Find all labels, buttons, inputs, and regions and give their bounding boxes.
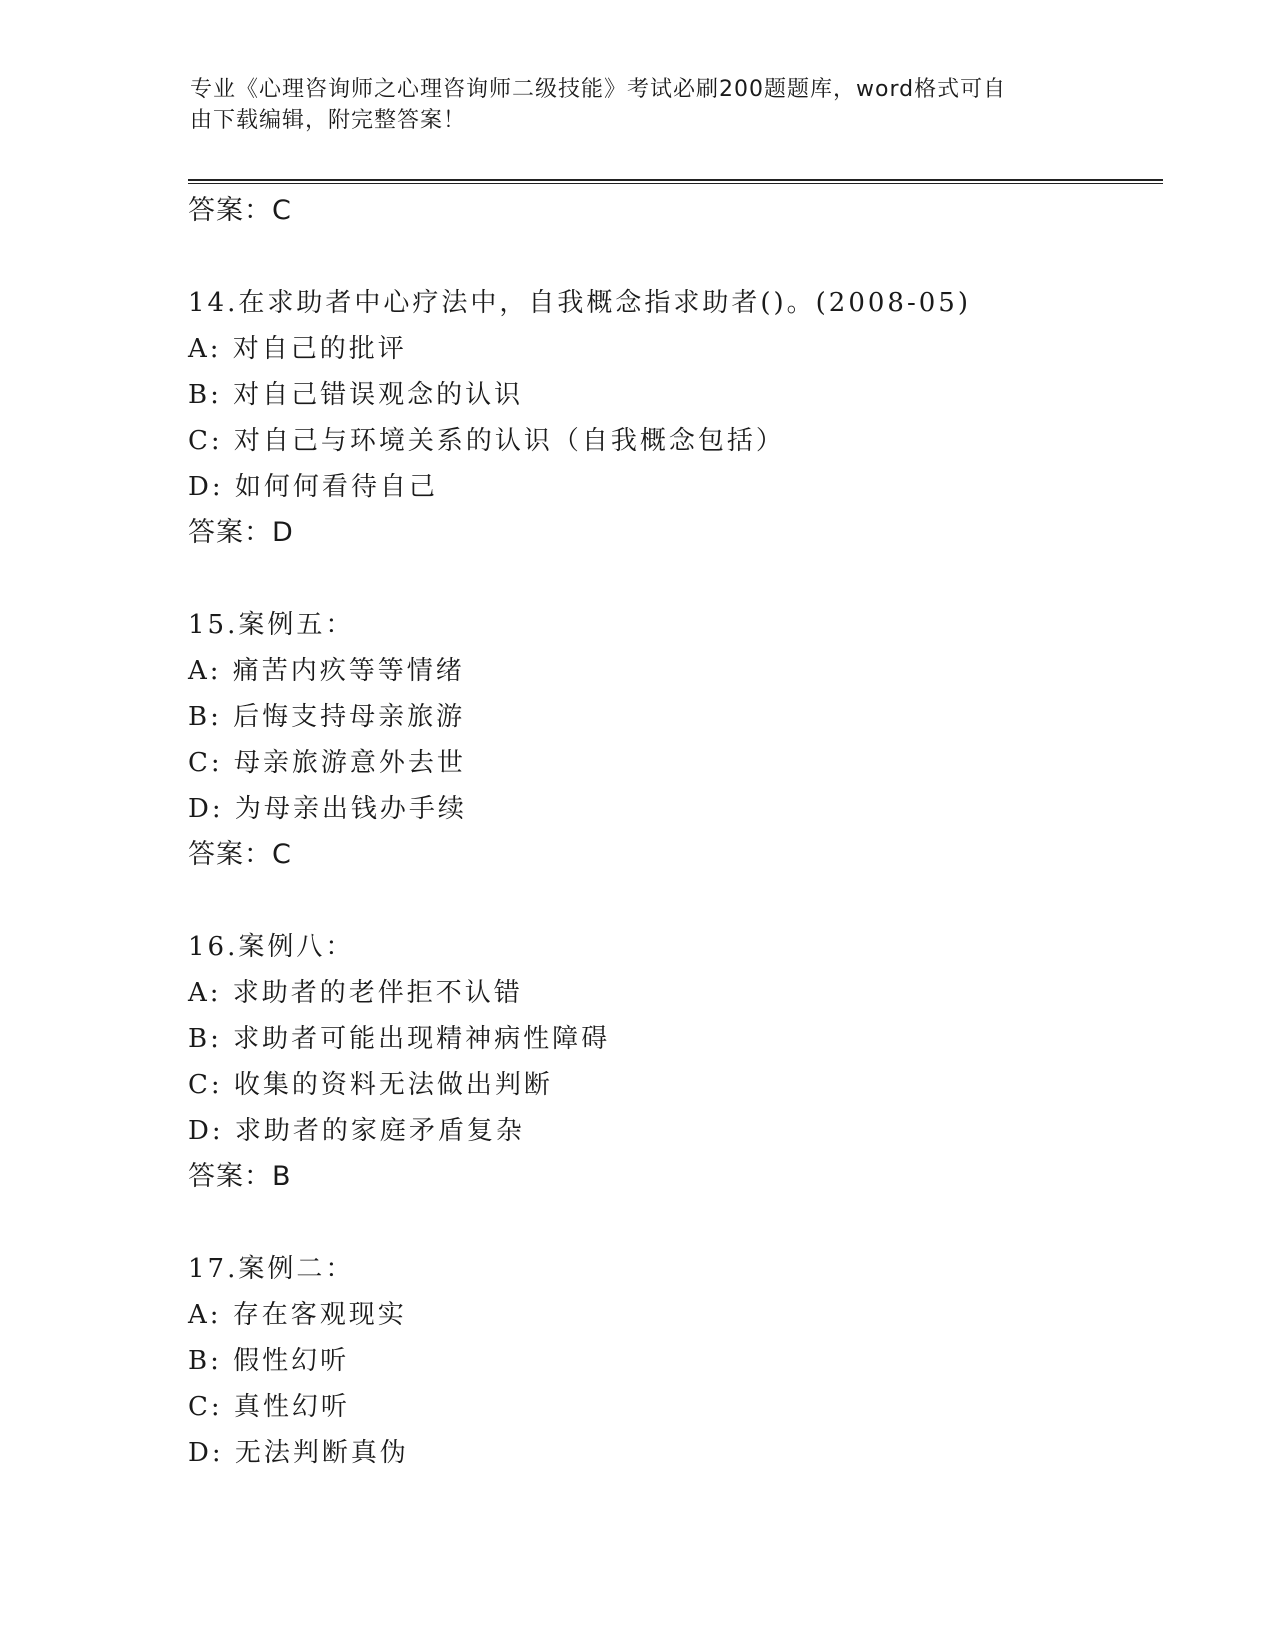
spacer: [188, 1200, 1148, 1246]
option-d: D: 为母亲出钱办手续: [188, 794, 467, 824]
option-b: B: 对自己错误观念的认识: [188, 380, 524, 410]
option-d: D: 求助者的家庭矛盾复杂: [188, 1116, 525, 1146]
answer: 答案：D: [188, 517, 294, 548]
answer: 答案：B: [188, 1161, 292, 1192]
page-header: [190, 74, 1070, 136]
option-c: C: 收集的资料无法做出判断: [188, 1070, 553, 1100]
option-d: D: 无法判断真伪: [188, 1438, 409, 1468]
answer-previous: 答案：C: [188, 195, 292, 226]
option-b: B: 假性幻听: [188, 1346, 350, 1376]
question-15: [188, 602, 1148, 878]
question-title: 15.案例五：: [188, 610, 355, 640]
option-d: D: 如何何看待自己: [188, 472, 438, 502]
option-a: A: 痛苦内疚等等情绪: [188, 656, 465, 686]
header-divider: [188, 179, 1163, 184]
option-a: A: 求助者的老伴拒不认错: [188, 978, 523, 1008]
option-a: A: 对自己的批评: [188, 334, 407, 364]
option-b: B: 求助者可能出现精神病性障碍: [188, 1024, 611, 1054]
question-16: [188, 924, 1148, 1200]
option-c: C: 母亲旅游意外去世: [188, 748, 466, 778]
option-a: A: 存在客观现实: [188, 1300, 407, 1330]
question-list: [188, 188, 1148, 1476]
header-line-1: 专业《心理咨询师之心理咨询师二级技能》考试必刷200题题库，word格式可自: [190, 77, 1007, 102]
option-b: B: 后悔支持母亲旅游: [188, 702, 466, 732]
spacer: [188, 556, 1148, 602]
question-14: [188, 280, 1148, 556]
question-17: [188, 1246, 1148, 1476]
question-title: 16.案例八：: [188, 932, 355, 962]
answer: 答案：C: [188, 839, 292, 870]
option-c: C: 真性幻听: [188, 1392, 350, 1422]
question-title: 17.案例二：: [188, 1254, 355, 1284]
header-line-2: 由下载编辑，附完整答案！: [190, 108, 467, 133]
spacer: [188, 234, 1148, 280]
question-title: 14.在求助者中心疗法中，自我概念指求助者()。(2008-05): [188, 288, 971, 318]
spacer: [188, 878, 1148, 924]
option-c: C: 对自己与环境关系的认识（自我概念包括）: [188, 426, 785, 456]
